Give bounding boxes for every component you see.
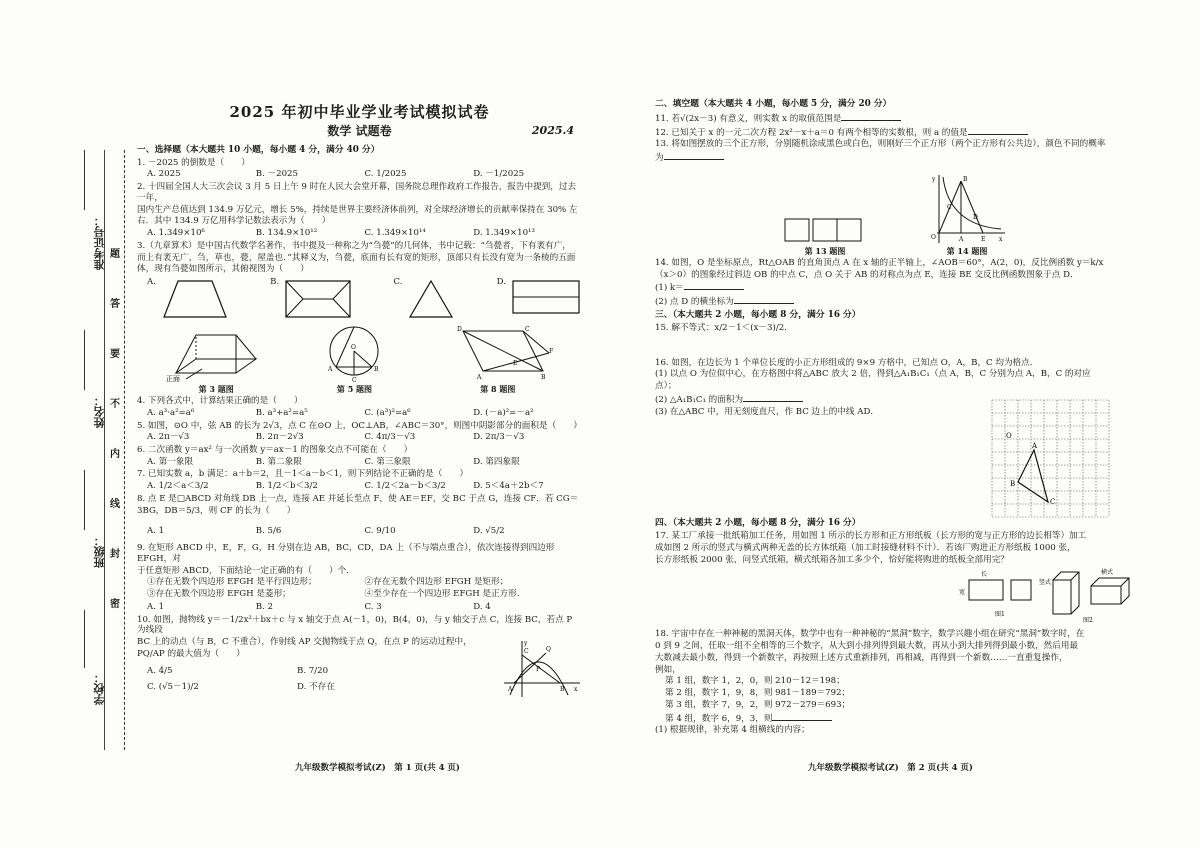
question-5-options <box>147 432 582 443</box>
svg-text:C: C <box>947 203 952 211</box>
seal-char: 密 <box>110 599 120 610</box>
right-figure-row <box>655 166 1135 256</box>
question-6-options <box>147 457 582 468</box>
section-1-heading: 一、选择题（本大题共 10 小题，每小题 4 分，满分 40 分） <box>137 144 380 155</box>
option: B. 134.9×10¹² <box>255 228 318 239</box>
statement: ②存在无数个四边形 EFGH 是矩形； <box>364 577 509 588</box>
fig1-label: 图1 <box>995 611 1005 619</box>
question-18-group-4-text: 第 4 组，数字 6，9，3，则 <box>665 713 773 724</box>
option: D. 4 <box>473 601 491 612</box>
seal-char: 要 <box>110 349 120 360</box>
question-13-line2 <box>655 151 1135 164</box>
point-c-label: C <box>1050 498 1056 506</box>
option-c-figure <box>393 277 456 321</box>
option-label: C. <box>393 277 403 288</box>
option: C. 第三象限 <box>364 456 411 467</box>
question-13-text: 为 <box>655 153 664 164</box>
svg-text:A: A <box>508 685 513 693</box>
triangle-figure <box>406 277 456 321</box>
svg-text:E: E <box>512 360 518 368</box>
seal-char: 封 <box>110 549 120 560</box>
option: C. 4π/3－√3 <box>364 432 416 443</box>
left-figure-row <box>137 323 582 394</box>
parabola-figure <box>502 639 582 699</box>
figure-caption: 第 13 题图 <box>804 245 846 256</box>
option: B. 7/20 <box>297 665 329 676</box>
question-3-line3: 体，现有刍甍如图所示，其俯视图为（ ） <box>137 264 309 275</box>
vertical-label: 竖式 <box>1039 579 1052 587</box>
exam-no-line <box>84 150 85 210</box>
option: C. 9/10 <box>364 526 396 537</box>
svg-text:x: x <box>999 235 1003 243</box>
option: A. 2π－√3 <box>147 432 190 443</box>
question-15: 15. 解不等式：x/2－1＜(x－3)/2． <box>655 322 793 333</box>
svg-text:B: B <box>374 366 379 374</box>
question-14-part2-text: (2) 点 D 的横坐标为 <box>655 297 734 308</box>
svg-text:P: P <box>536 665 541 673</box>
option-b-figure <box>270 277 353 321</box>
triangle-abc <box>1018 450 1048 502</box>
seal-char: 答 <box>110 299 120 310</box>
answer-blank[interactable] <box>772 712 832 721</box>
question-16-part2-text: (2) △A₁B₁C₁ 的面积为 <box>655 394 744 405</box>
school-label: 学校： <box>93 672 106 705</box>
wide-label: 宽 <box>959 589 966 597</box>
question-9-options <box>147 602 582 613</box>
svg-text:y: y <box>524 639 528 647</box>
option: B. 5/6 <box>255 526 282 537</box>
figure-caption: 第 5 题图 <box>336 384 373 395</box>
option: C. 1.349×10¹⁴ <box>364 228 426 239</box>
option: D. 5＜4a＋2b＜7 <box>473 481 544 492</box>
question-1-options <box>147 169 582 180</box>
option: A. a³·a²=a⁶ <box>147 407 195 418</box>
answer-blank[interactable] <box>968 126 1028 135</box>
question-7: 7. 已知实数 a，b 满足：a＋b＝2，且－1＜a－b＜1，则下列结论不正确的是（ ） <box>137 469 469 480</box>
svg-text:F: F <box>548 348 553 356</box>
figure-q3 <box>166 323 266 394</box>
svg-text:B: B <box>963 175 968 183</box>
svg-text:x: x <box>574 685 578 693</box>
figure-q5 <box>324 323 384 394</box>
question-14-part1 <box>655 281 1135 294</box>
question-8-line2: 3BG，DB＝5/3，则 CF 的长为（ ） <box>137 505 296 516</box>
question-14-line2: （x＞0）的图象经过斜边 OB 的中点 C，点 O 关于 AB 的对称点为点 E，连接 BE 交反比例函数图象于点 D． <box>655 269 1079 280</box>
answer-blank[interactable] <box>664 151 724 160</box>
svg-text:E: E <box>981 235 986 243</box>
exam-subtitle <box>137 124 582 139</box>
option: B. 1/2＜b＜3/2 <box>255 481 318 492</box>
option: C. 1/2025 <box>364 169 407 180</box>
option-d-figure <box>497 277 582 321</box>
question-18-group-2: 第 2 组，数字 1，9，8，则 981－189＝792； <box>665 688 851 699</box>
option-label: D. <box>496 277 506 288</box>
question-2-line2: 国内生产总值达到 134.9 万亿元，增长 5%，持续是世界主要经济体前列，对全球经济增长的贡献率保持在 30% 左 <box>137 204 578 215</box>
statement: ④至少存在一个四边形 EFGH 是正方形． <box>364 589 526 600</box>
svg-text:C: C <box>524 647 529 655</box>
statement: ③存在无数个四边形 EFGH 是菱形； <box>147 589 291 600</box>
question-10-line1: 10. 如图，抛物线 y＝－1/2x²＋bx＋c 与 x 轴交于点 A(－1，0)，B(4，0)，与 y 轴交于点 C，连接 BC，若点 P 为线段 <box>137 614 573 636</box>
svg-text:O: O <box>931 233 936 241</box>
option: D. 第四象限 <box>473 456 520 467</box>
long-label: 长 <box>981 571 988 579</box>
question-10-block <box>137 615 582 693</box>
figure-q8 <box>443 323 553 394</box>
question-14-part1-text: (1) k＝ <box>655 283 684 294</box>
question-5: 5. 如图，⊙O 中，弦 AB 的长为 2√3，点 C 在⊙O 上，OC⊥AB，∠ABC＝30°，则图中阴影部分的面积是（ ） <box>137 420 582 431</box>
question-16-line3: 点）； <box>655 381 677 392</box>
page-1 <box>137 95 582 695</box>
boxes-figure <box>955 566 1135 626</box>
page-1-footer: 九年级数学模拟考试(Z) 第 1 页(共 4 页) <box>295 763 460 773</box>
option: B. 2 <box>255 601 273 612</box>
option: D. √5/2 <box>473 526 505 537</box>
option: B. 第二象限 <box>255 456 302 467</box>
option: B. a³+a²=a⁵ <box>255 407 308 418</box>
horizontal-label: 横式 <box>1101 569 1114 577</box>
question-16-line1: 16. 如图，在边长为 1 个单位长度的小正方形组成的 9×9 方格中，已知点 O，A，B，C 均为格点． <box>655 357 1039 368</box>
question-12-text: 12. 已知关于 x 的一元二次方程 2x²－x＋a＝0 有两个相等的实数根，则 a 的值是 <box>655 127 968 138</box>
question-7-options <box>147 481 582 492</box>
point-a-label: A <box>1032 442 1038 450</box>
seal-char: 题 <box>110 249 120 260</box>
option: B. －2025 <box>255 169 298 180</box>
class-line <box>84 470 85 530</box>
split-rectangle-figure <box>510 277 582 321</box>
section-3-heading: 三、（本大题共 2 小题，每小题 8 分，满分 16 分） <box>655 309 861 320</box>
inverse-function-figure <box>927 173 1007 245</box>
question-11-text: 11. 若√(2x－3) 有意义，则实数 x 的取值范围是 <box>655 113 842 124</box>
question-14-part2 <box>655 295 1135 308</box>
question-2-options <box>147 228 582 239</box>
option: D. 不存在 <box>297 682 335 693</box>
option: A. 第一象限 <box>147 456 194 467</box>
answer-blank[interactable] <box>734 295 794 304</box>
option: D. (－a)²=－a² <box>473 407 534 418</box>
school-line <box>84 610 85 668</box>
svg-text:B: B <box>560 685 565 693</box>
page-2-footer: 九年级数学模拟考试(Z) 第 2 页(共 4 页) <box>808 763 973 773</box>
seal-char: 不 <box>110 399 120 410</box>
answer-blank[interactable] <box>684 281 744 290</box>
seal-char: 线 <box>110 499 120 510</box>
question-2-line3: 右．其中 134.9 万亿用科学记数法表示为（ ） <box>137 216 331 227</box>
svg-text:A: A <box>959 235 964 243</box>
svg-text:C: C <box>352 377 358 384</box>
answer-blank[interactable] <box>841 112 901 121</box>
three-squares-figure <box>783 215 867 245</box>
question-18-line4: 例如， <box>655 664 681 675</box>
option: A. 1 <box>147 601 165 612</box>
question-11 <box>655 112 1135 125</box>
exam-date: 2025.4 <box>531 123 574 137</box>
svg-text:D: D <box>456 326 462 334</box>
question-9-line1: 9. 在矩形 ABCD 中，E，F，G，H 分别在边 AB，BC，CD，DA 上（不与端点重合），依次连接得到四边形 EFGH，对 <box>137 543 555 564</box>
option: B. 2π－2√3 <box>255 432 304 443</box>
option-a-figure <box>147 277 230 321</box>
option: C. 1/2＜2a－b＜3/2 <box>364 481 446 492</box>
option: A. 1.349×10⁶ <box>147 228 205 239</box>
point-b-label: B <box>1010 480 1016 488</box>
question-18-line3: 大数减去最小数，得到一个新数字，再按照上述方式重新排列，再相减，再得到一个新数……一直重复操作， <box>655 652 1068 663</box>
option: D. 2π/3－√3 <box>473 432 525 443</box>
svg-text:y: y <box>932 175 936 183</box>
class-label: 班级： <box>93 535 106 568</box>
section-2-heading: 二、填空题（本大题共 4 小题，每小题 5 分，满分 20 分） <box>655 99 892 109</box>
option: A. 1/2＜a＜3/2 <box>147 481 209 492</box>
binding-dashed-line <box>124 150 125 750</box>
name-line <box>84 330 85 390</box>
option: C. 3 <box>364 601 382 612</box>
figure-q13 <box>783 215 867 256</box>
question-18-part1: (1) 根据规律，补充第 4 组横线的内容； <box>655 725 810 736</box>
question-10-line2: BC 上的动点（与 B，C 不重合），作射线 AP 交抛物线于点 Q，在点 P 的运动过程中， <box>137 637 472 648</box>
answer-space <box>655 335 1135 357</box>
question-18-line1: 18. 宇宙中存在一种神秘的黑洞天体，数学中也有一种神秘的“黑洞”数字，数学兴趣小组在研究“黑洞”数字时，在 <box>655 629 1085 640</box>
question-3-option-figures <box>147 277 582 321</box>
question-18-line2: 0 到 9 之间，任取一组不全相等的三个数字，从大到小排列得到最大数，再从小到大排列得到最小数，然后用最 <box>655 641 1079 652</box>
option: D. 1.349×10¹³ <box>473 228 535 239</box>
trapezoid-figure <box>160 277 230 321</box>
option: A. 4/5 <box>147 665 173 676</box>
question-8-options <box>147 526 582 537</box>
fig2-label: 图2 <box>1083 617 1093 625</box>
option: C. (√5－1)/2 <box>147 682 199 693</box>
question-4-options <box>147 408 582 419</box>
question-17-line2: 成如图 2 所示的竖式与横式两种无盖的长方体纸箱（加工时接缝材料不计）．若该厂购进正方形纸板 1000 张， <box>655 542 1076 553</box>
question-16-line2: (1) 以点 O 为位似中心，在方格图中将△ABC 放大 2 倍，得到△A₁B₁C₁（点 A，B，C 分别为点 A，B，C 的对应 <box>655 369 1091 380</box>
question-17-line3: 长方形纸板 2000 张，问竖式纸箱，横式纸箱各加工多少个，恰好能将购进的纸板全部用完？ <box>655 554 1009 565</box>
exam-title: 2025 年初中毕业学业考试模拟试卷 <box>229 103 490 121</box>
name-label: 姓名： <box>93 395 106 428</box>
parallelogram-figure <box>443 323 553 383</box>
figure-caption: 第 3 题图 <box>198 384 234 395</box>
option: A. 1 <box>147 526 165 537</box>
section-4-heading: 四、（本大题共 2 小题，每小题 8 分，满分 16 分） <box>655 518 861 529</box>
question-12 <box>655 126 1135 139</box>
front-label: 正面 <box>166 375 181 384</box>
roof-solid-figure <box>166 323 266 383</box>
question-10-line3: PQ/AP 的最大值为（ ） <box>137 648 245 659</box>
svg-text:Q: Q <box>546 645 551 653</box>
point-o-label: O <box>1006 432 1012 440</box>
question-2-line1: 2. 十四届全国人大三次会议 3 月 5 日上午 9 时在人民大会堂开幕，国务院总理作政府工作报告，报告中提到，过去一年， <box>137 182 577 203</box>
question-17-line1: 17. 某工厂承接一批纸箱加工任务，用如图 1 所示的长方形和正方形纸板（长方形的宽与正方形的边长相等）加工 <box>655 531 1087 542</box>
question-18-group-3: 第 3 组，数字 7，9，2，则 972－279＝693； <box>665 699 851 710</box>
statement: ①存在无数个四边形 EFGH 是平行四边形； <box>147 577 317 588</box>
svg-text:A: A <box>328 366 333 374</box>
question-4: 4. 下列各式中，计算结果正确的是（ ） <box>137 396 303 407</box>
question-18-group-4 <box>665 712 1135 725</box>
figure-caption: 第 14 题图 <box>946 245 988 256</box>
circle-sector-figure <box>324 323 384 383</box>
option: D. －1/2025 <box>473 169 525 180</box>
figure-q14 <box>927 173 1007 256</box>
option: A. 2025 <box>147 169 181 180</box>
option-label: B. <box>270 277 280 288</box>
rectangle-ridge-figure <box>283 277 353 321</box>
option-label: A. <box>147 277 156 288</box>
subtitle-text: 数学 试题卷 <box>327 123 392 138</box>
svg-text:A: A <box>476 374 482 382</box>
question-1: 1. －2025 的倒数是（ ） <box>137 157 250 168</box>
exam-no-label: 准考证号： <box>93 215 106 270</box>
question-13-line1: 13. 将如图摆放的三个正方形，分别随机涂成黑色或白色，则刚好三个正方形（两个正方形有公共边），颜色不同的概率 <box>655 139 1106 150</box>
svg-text:O: O <box>351 344 357 352</box>
answer-blank[interactable] <box>743 393 803 402</box>
question-3-line1: 3.（九章算术）是中国古代数学名著作，书中提及一种称之为“刍甍”的几何体，书中记载：“刍甍者，下有袤有广， <box>137 240 571 251</box>
svg-text:C: C <box>524 326 530 334</box>
question-10-options <box>147 666 447 693</box>
question-14-line1: 14. 如图，O 是坐标原点，Rt△OAB 的直角顶点 A 在 x 轴的正半轴上，∠AOB＝60°，A(2，0)，反比例函数 y＝k/x <box>655 257 1104 268</box>
question-18-group-1: 第 1 组，数字 1，2，0，则 210－12＝198； <box>665 676 845 687</box>
figure-caption: 第 8 题图 <box>480 384 516 395</box>
figure-q17 <box>655 566 1135 628</box>
question-9-line2: 于任意矩形 ABCD，下面结论一定正确的有（ ）个． <box>137 565 355 576</box>
question-3-line2: 而上有袤无广，刍，草也，甍，屋盖也．”其释义为，刍甍，底面有长有宽的矩形，顶部只有长没有宽为一条棱的五面 <box>137 252 576 263</box>
question-6: 6. 二次函数 y＝ax² 与一次函数 y＝ax－1 的图象交点不可能在（ ） <box>137 445 413 456</box>
option: C. (a³)²=a⁶ <box>364 407 411 418</box>
grid-figure-q16 <box>988 398 1122 518</box>
seal-char: 内 <box>110 449 120 460</box>
svg-text:B: B <box>540 374 546 382</box>
question-8-line1: 8. 点 E 是□ABCD 对角线 DB 上一点，连接 AE 并延长至点 F，使 AE＝EF，交 BC 于点 G，连接 CF．若 CG＝ <box>137 493 579 504</box>
question-16-part3: (3) 在△ABC 中，用无刻度直尺，作 BC 边上的中线 AD． <box>655 406 879 417</box>
svg-text:D: D <box>973 213 978 221</box>
question-9-statements <box>147 577 582 599</box>
